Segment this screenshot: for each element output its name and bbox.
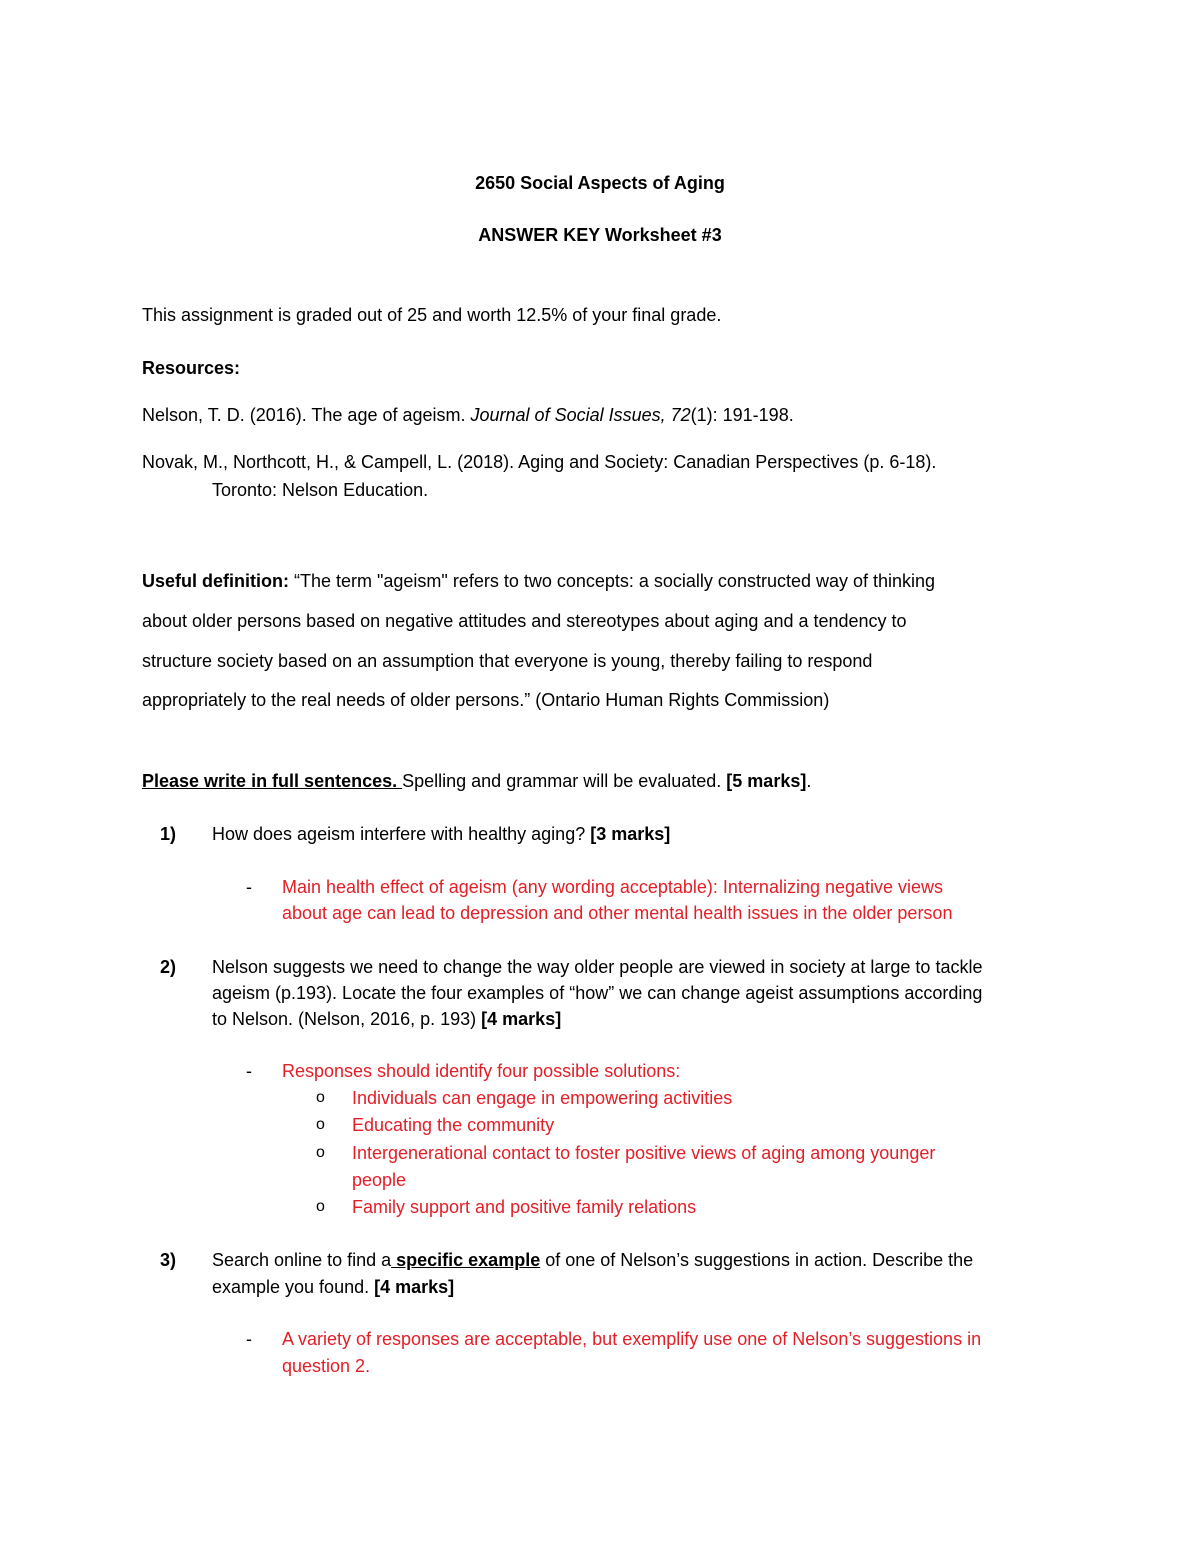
answer-3-line1: A variety of responses are acceptable, but exemplify use one of Nelson’s suggestions in	[282, 1329, 982, 1349]
reference-nelson	[142, 403, 794, 427]
answer-1-line1: Main health effect of ageism (any wording acceptable): Internalizing negative views	[282, 877, 944, 897]
question-3-pre: Search online to find a	[212, 1250, 392, 1270]
question-1-text	[212, 822, 670, 846]
question-3-post: of one of Nelson’s suggestions in action. Describe the	[540, 1250, 974, 1270]
definition-line2: about older persons based on negative attitudes and stereotypes about aging and a tendency to	[142, 611, 907, 631]
instructions-text: Spelling and grammar will be evaluated.	[402, 771, 727, 791]
question-3-emphasis: specific example	[391, 1250, 541, 1270]
definition-line3: structure society based on an assumption that everyone is young, thereby failing to respond	[142, 651, 873, 671]
reference-nelson-journal: Journal of Social Issues, 72	[470, 405, 691, 425]
question-1-line: How does ageism interfere with healthy aging?	[212, 824, 591, 844]
reference-novak-line1: Novak, M., Northcott, H., & Campell, L. (2018). Aging and Society: Canadian Perspectives (p. 6-18).	[142, 452, 937, 472]
answer-2-bullet-4: o	[316, 1198, 325, 1215]
answer-2-bullet-1: o	[316, 1089, 325, 1106]
definition-line4: appropriately to the real needs of older persons.” (Ontario Human Rights Commission)	[142, 690, 830, 710]
answer-1-dash: -	[246, 877, 252, 897]
answer-2-item-2: Educating the community	[352, 1115, 555, 1135]
reference-novak-line2: Toronto: Nelson Education.	[212, 480, 429, 500]
instructions-emphasis: Please write in full sentences.	[142, 771, 403, 791]
question-2-marks: [4 marks]	[481, 1009, 562, 1029]
answer-2-item-3: Intergenerational contact to foster positive views of aging among younger	[352, 1143, 936, 1163]
definition-label: Useful definition:	[142, 571, 289, 591]
question-2-line2: ageism (p.193). Locate the four examples of “how” we can change ageist assumptions according	[212, 983, 983, 1003]
question-3-line2-text: example you found.	[212, 1277, 375, 1297]
answer-1-line2: about age can lead to depression and other mental health issues in the older person	[282, 903, 953, 923]
definition-text-1: “The term "ageism" refers to two concepts: a socially constructed way of thinking	[289, 571, 936, 591]
question-3-line1	[212, 1248, 973, 1272]
instructions-end: .	[806, 771, 812, 791]
question-3-number: 3)	[160, 1250, 177, 1270]
course-title: 2650 Social Aspects of Aging	[475, 173, 725, 193]
instructions-marks: [5 marks]	[726, 771, 807, 791]
reference-nelson-issue: (1): 191-198.	[690, 405, 794, 425]
answer-3-line2: question 2.	[282, 1356, 371, 1376]
answer-2-item-1: Individuals can engage in empowering activities	[352, 1088, 733, 1108]
answer-2-item-3-cont: people	[352, 1170, 407, 1190]
worksheet-title: ANSWER KEY Worksheet #3	[478, 225, 722, 245]
question-3-marks: [4 marks]	[374, 1277, 455, 1297]
answer-2-item-4: Family support and positive family relations	[352, 1197, 697, 1217]
answer-2-bullet-3: o	[316, 1144, 325, 1161]
question-1-marks: [3 marks]	[590, 824, 671, 844]
answer-3-dash: -	[246, 1329, 252, 1349]
question-2-line3-text: to Nelson. (Nelson, 2016, p. 193)	[212, 1009, 482, 1029]
question-1-number: 1)	[160, 824, 177, 844]
answer-2-dash: -	[246, 1061, 252, 1081]
question-2-line3	[212, 1007, 561, 1031]
intro-text: This assignment is graded out of 25 and worth 12.5% of your final grade.	[142, 305, 722, 325]
reference-nelson-authors: Nelson, T. D. (2016). The age of ageism.	[142, 405, 471, 425]
answer-2-bullet-2: o	[316, 1116, 325, 1133]
definition-line1	[142, 569, 935, 593]
answer-2-intro: Responses should identify four possible solutions:	[282, 1061, 681, 1081]
question-2-number: 2)	[160, 957, 177, 977]
resources-heading: Resources:	[142, 358, 241, 378]
question-2-line1: Nelson suggests we need to change the way older people are viewed in society at large to tackle	[212, 957, 983, 977]
question-3-line2	[212, 1275, 454, 1299]
instructions	[142, 769, 811, 793]
